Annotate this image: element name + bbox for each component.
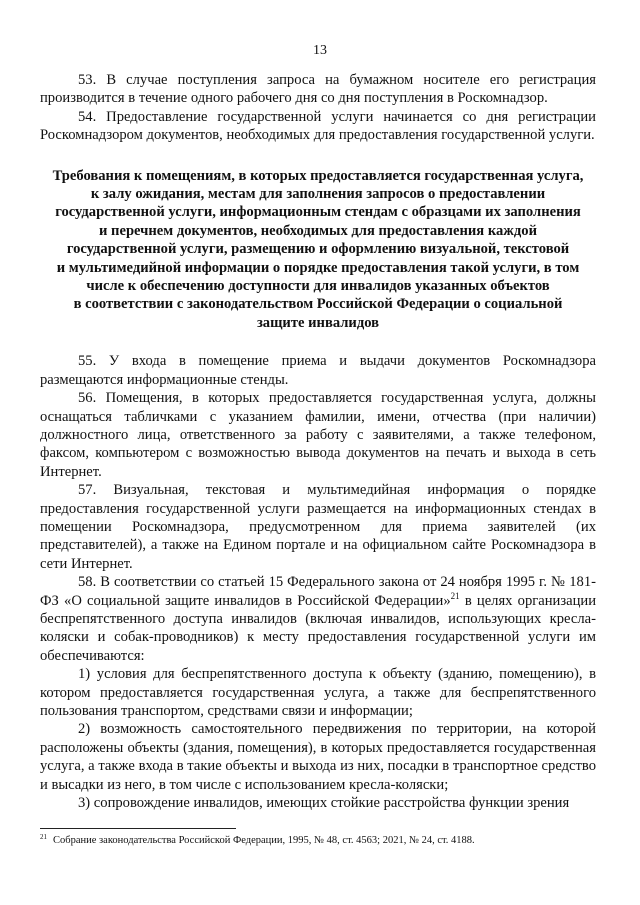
footnote-number: 21 [40, 833, 47, 841]
paragraph-54: 54. Предоставление государственной услуги начинается со дня регистрации Роскомнадзором документов, необходимых для предоставления государственной услуги. [40, 108, 596, 144]
paragraph-58-start: 58. В соответствии со статьей 15 Федерального закона от 24 ноября 1995 г. № 181-ФЗ «О социальной защите инвалидов в Российской Федерации» [40, 574, 596, 609]
paragraph-58-end: в целях организации беспрепятственного доступа инвалидов (включая инвалидов, использующих кресла-коляски и собак-проводников) к месту предоставления государственной услуги им обеспечиваются: [40, 592, 597, 664]
footnote-divider [40, 828, 236, 829]
paragraph-58 [40, 573, 596, 665]
heading-line: Требования к помещениям, в которых предоставляется государственная услуга, [52, 167, 584, 184]
footnote-text: Собрание законодательства Российской Федерации, 1995, № 48, ст. 4563; 2021, № 24, ст. 4188. [53, 835, 475, 846]
footnote-reference: 21 [450, 590, 460, 601]
document-body [40, 71, 596, 812]
list-item-2: 2) возможность самостоятельного передвижения по территории, на которой расположены объекты (здания, помещения), в которых предоставляется государственная услуга, а также входа в такие объекты и выхода из них, посадки в транспортное средство и высадки из него, в том числе с использованием кресла-коляски; [40, 721, 596, 793]
section-heading [40, 167, 596, 333]
paragraph-53: 53. В случае поступления запроса на бумажном носителе его регистрация производится в течение одного рабочего дня со дня поступления в Роскомнадзор. [40, 72, 596, 107]
heading-line: числе к обеспечению доступности для инвалидов указанных объектов [86, 278, 550, 295]
list-item-1: 1) условия для беспрепятственного доступа к объекту (зданию, помещению), в котором предоставляется государственная услуга, а также для беспрепятственного пользования транспортом, средствами связи и информации; [40, 666, 596, 719]
list-item-3: 3) сопровождение инвалидов, имеющих стойкие расстройства функции зрения [78, 795, 570, 812]
paragraph-57: 57. Визуальная, текстовая и мультимедийная информация о порядке предоставления государственной услуги размещается на информационных стендах в помещении Роскомнадзора, предусмотренном для приема заявителей (их представителей), а также на Едином портале и на официальном сайте Роскомнадзора в сети Интернет. [40, 482, 596, 572]
heading-line: государственной услуги, информационным стендам с образцами их заполнения [55, 204, 581, 221]
heading-line: государственной услуги, размещению и оформлению визуальной, текстовой [66, 241, 570, 258]
heading-line: к залу ожидания, местам для заполнения запросов о предоставлении [90, 186, 546, 203]
heading-line: в соответствии с законодательством Российской Федерации о социальной [73, 296, 563, 313]
heading-line: и мультимедийной информации о порядке предоставления такой услуги, в том [56, 259, 580, 276]
heading-line: защите инвалидов [256, 314, 380, 331]
paragraph-56: 56. Помещения, в которых предоставляется государственная услуга, должны оснащаться табличками с указанием фамилии, имени, отчества (при наличии) должностного лица, ответственного за работу с заявителями, а также телефоном, факсом, компьютером с возможностью вывода документов на печать и выхода в сеть Интернет. [40, 390, 596, 480]
footnote [40, 834, 600, 847]
paragraph-55: 55. У входа в помещение приема и выдачи документов Роскомнадзора размещаются информационные стенды. [40, 353, 596, 388]
heading-line: и перечнем документов, необходимых для предоставления каждой [99, 222, 537, 239]
page-number: 13 [313, 43, 327, 58]
